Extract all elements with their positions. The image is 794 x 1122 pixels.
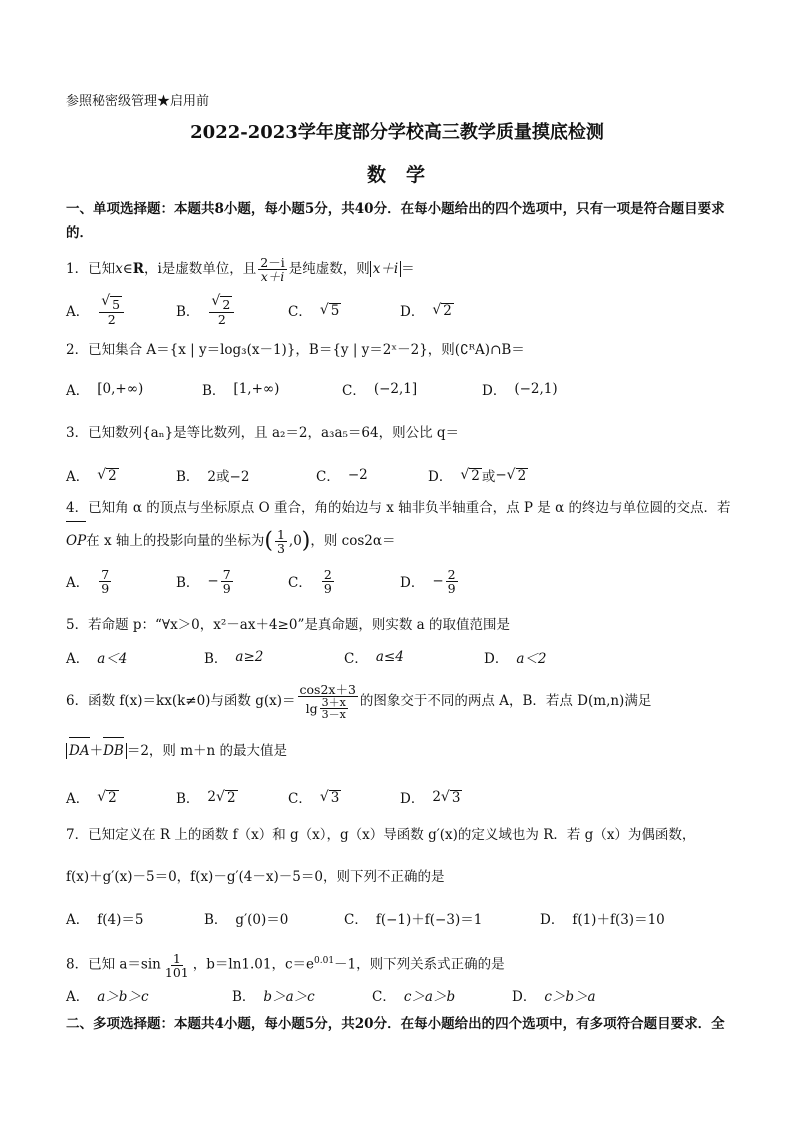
q1-option-d[interactable]: D． √ 2	[400, 301, 452, 320]
q1-option-a[interactable]: A． √ 5 2	[66, 295, 126, 325]
q4-option-a[interactable]: A． $\frac{7}{9}$	[66, 566, 110, 596]
q3-option-a[interactable]: A． √ 2	[66, 466, 117, 485]
section-single-choice-header: 一、单项选择题：本题共8小题，每小题5分，共40分．在每小题给出的四个选项中，只有一项是符合题目要求的．	[66, 201, 725, 241]
q5-option-b[interactable]: B． a≥2	[204, 649, 264, 667]
question-7-options	[66, 903, 738, 933]
question-1: 1．已知x∈R，i是虚数单位，且 $\frac{2-i}{x+i}$ 是纯虚数，则 x＋i ＝	[66, 255, 415, 284]
q5-option-a[interactable]: A． a＜4	[66, 651, 128, 667]
question-6-options	[66, 782, 738, 812]
q8-option-a[interactable]: A． a＞b＞c	[66, 989, 149, 1005]
subject-title: 数学	[366, 164, 445, 186]
q4-option-c[interactable]: C． $\frac{2}{9}$	[288, 566, 332, 596]
q2-option-a[interactable]: A． [0,+∞)	[66, 381, 144, 399]
question-1-options	[66, 295, 738, 325]
q4-option-d[interactable]: D． − $\frac{2}{9}$	[400, 566, 456, 596]
q6-option-d[interactable]: D． 2 √ 3	[400, 788, 461, 807]
q1-fraction: $\frac{2-i}{x+i}$	[260, 255, 285, 284]
q6-option-c[interactable]: C． √ 3	[288, 788, 340, 807]
q2-option-b[interactable]: B． [1,+∞)	[202, 381, 280, 399]
q7-option-b[interactable]: B． g′(0)＝0	[204, 912, 289, 928]
q1-option-c[interactable]: C． √ 5	[288, 301, 340, 320]
question-7-line-1: 7．已知定义在 R 上的函数 f（x）和 g（x），g（x）导函数 g′(x)的定义域也为 R．若 g（x）为偶函数，	[66, 827, 696, 843]
q8-option-c[interactable]: C． c＞a＞b	[372, 989, 456, 1005]
q6-g-fraction: cos2x＋3 lg $\frac{3+x}{3-x}$	[299, 682, 356, 721]
question-8-options	[66, 980, 738, 1010]
q4-option-b[interactable]: B． − $\frac{7}{9}$	[176, 566, 231, 596]
q6-option-b[interactable]: B． 2 √ 2	[176, 788, 236, 807]
question-2: 2．已知集合 A＝{x | y＝log₃(x－1)}，B＝{y | y＝2ˣ－2}，则(∁ᴿA)∩B＝	[66, 342, 525, 358]
q3-option-b[interactable]: B． 2或−2	[176, 469, 250, 485]
question-6-line-2: DA＋DB ＝2，则 m＋n 的最大值是	[66, 740, 738, 762]
q6-option-a[interactable]: A． √ 2	[66, 788, 117, 807]
question-4-options	[66, 566, 738, 596]
confidentiality-note: 参照秘密级管理★启用前	[66, 94, 210, 109]
exam-title: 2022-2023学年度部分学校高三教学质量摸底检测	[190, 122, 604, 143]
question-3: 3．已知数列{aₙ}是等比数列，且 a₂＝2，a₃a₅＝64，则公比 q＝	[66, 425, 460, 441]
question-8: 8．已知 a＝sin $\frac{1}{101}$ ，b＝ln1.01，$c=e^{0.01}-1$，则下列关系式正确的是	[66, 950, 505, 980]
question-4-line-2: OP在 x 轴上的投影向量的坐标为( $\frac{1}{3}$ ,0)，则 cos2α＝	[66, 524, 738, 558]
q8-option-b[interactable]: B． b＞a＞c	[232, 989, 315, 1005]
question-3-options	[66, 460, 738, 490]
question-2-options	[66, 374, 738, 404]
q7-option-d[interactable]: D． f(1)＋f(3)＝10	[540, 912, 665, 928]
q7-option-c[interactable]: C． f(−1)＋f(−3)＝1	[344, 912, 483, 928]
q2-option-d[interactable]: D． (−2,1)	[482, 381, 558, 399]
question-7-line-2: f(x)＋g′(x)－5＝0，f(x)－g′(4－x)－5＝0，则下列不正确的是	[66, 869, 445, 885]
question-5: 5．若命题 p：“∀x＞0，x²－ax＋4≥0”是真命题，则实数 a 的取值范围是	[66, 617, 510, 633]
q8-option-d[interactable]: D． c＞b＞a	[512, 989, 596, 1005]
q7-option-a[interactable]: A． f(4)＝5	[66, 912, 144, 928]
q5-option-c[interactable]: C． a≤4	[344, 649, 404, 667]
q2-option-c[interactable]: C． (−2,1]	[342, 381, 418, 399]
q5-option-d[interactable]: D． a＜2	[484, 651, 547, 667]
question-4-line-1: 4．已知角 α 的顶点与坐标原点 O 重合，角的始边与 x 轴非负半轴重合，点 P 是 α 的终边与单位圆的交点．若	[66, 500, 731, 516]
question-5-options	[66, 642, 738, 672]
section-multi-choice-header: 二、多项选择题：本题共4小题，每小题5分，共20分．在每小题给出的四个选项中，有多项符合题目要求．全	[66, 1016, 725, 1032]
q3-option-c[interactable]: C． −2	[316, 467, 368, 485]
question-6-line-1: 6．函数 f(x)＝kx(k≠0)与函数 g(x)＝ cos2x＋3 lg $\frac{3+x}{3-x}$ 的图象交于不同的两点 A，B．若点 D(m,n)满足	[66, 682, 652, 721]
q1-option-b[interactable]: B． √ 2 2	[176, 295, 236, 325]
q3-option-d[interactable]: D． √ 2 或 − √ 2	[428, 466, 527, 485]
